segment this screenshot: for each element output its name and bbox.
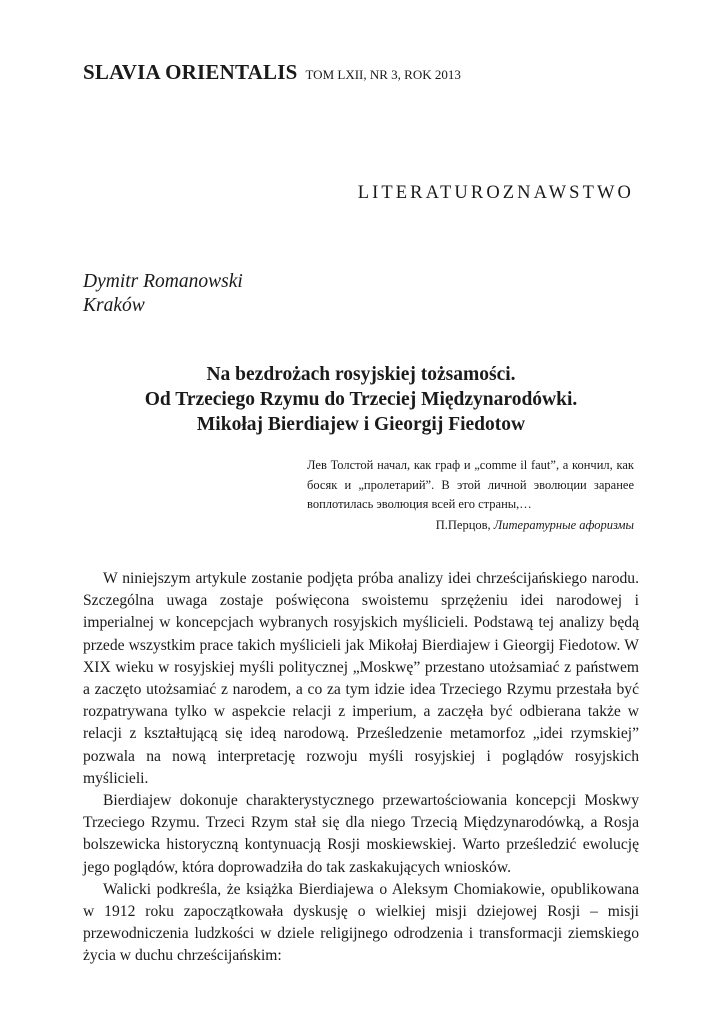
author-city: Kraków [83, 295, 145, 316]
epigraph [307, 456, 634, 535]
section-title: LITERATUROZNAWSTWO [357, 183, 634, 203]
journal-issue: TOM LXII, NR 3, ROK 2013 [305, 67, 461, 82]
body-paragraph: Walicki podkreśla, że książka Bierdiajewa o Aleksym Chomiakowie, opublikowana w 1912 roku zapoczątkowała dyskusję o wielkiej misji dziejowej Rosji – misji przewodniczenia ludzkości w dziele religijnego odrodzenia i transformacji ziemskiego życia w duchu chrześcijańskim: [83, 880, 639, 965]
article-title [83, 362, 639, 437]
article-body [83, 568, 639, 968]
body-paragraph: Bierdiajew dokonuje charakterystycznego przewartościowania koncepcji Moskwy Trzeciego Rzymu. Trzeci Rzym stał się dla niego Trzecią Międzynarodówką, a Rosja bolszewicka historyczną kontynuacją Rosji moskiewskiej. Warto prześledzić ewolucję jego poglądów, która doprowadziła do tak zaskakujących wniosków. [83, 792, 639, 876]
epigraph-source [307, 516, 634, 536]
article-title-line: Od Trzeciego Rzymu do Trzeciej Międzynarodówki. [144, 389, 578, 410]
journal-name: SLAVIA ORIENTALIS [83, 60, 298, 84]
body-paragraph: W niniejszym artykule zostanie podjęta próba analizy idei chrześcijańskiego narodu. Szczególna uwaga zostaje poświęcona swoistemu sprzężeniu idei narodowej i imperialnej w koncepcjach wybranych rosyjskich myślicieli. Podstawą tej analizy będą przede wszystkim prace takich myślicieli jak Mikołaj Bierdiajew i Gieorgij Fiedotow. W XIX wieku w rosyjskiej myśli politycznej „Moskwę” przestano utożsamiać z państwem a zaczęto utożsamiać z narodem, a co za tym idzie idea Trzeciego Rzymu przestała być rozpatrywana tylko w aspekcie relacji z imperium, a zaczęła być odbierana także w relacji z kształtującą się ideą narodową. Prześledzenie metamorfoz „idei rzymskiej” pozwala na nową interpretację rozwoju myśli rosyjskiej i poglądów rosyjskich myślicieli. [83, 570, 639, 787]
epigraph-author: П.Перцов, [435, 517, 491, 532]
epigraph-work: Литературные афоризмы [493, 517, 634, 532]
article-title-line: Mikołaj Bierdiajew i Gieorgij Fiedotow [196, 414, 526, 435]
epigraph-text: Лев Толстой начал, как граф и „comme il faut”, а кончил, как босяк и „пролетарий”. В этой личной эволюции заранее воплотилась эволюция всей его страны,… [307, 458, 634, 511]
author-name: Dymitr Romanowski [83, 271, 243, 292]
article-title-line: Na bezdrożach rosyjskiej tożsamości. [206, 364, 516, 385]
journal-header [83, 60, 461, 85]
author-block [83, 270, 243, 318]
